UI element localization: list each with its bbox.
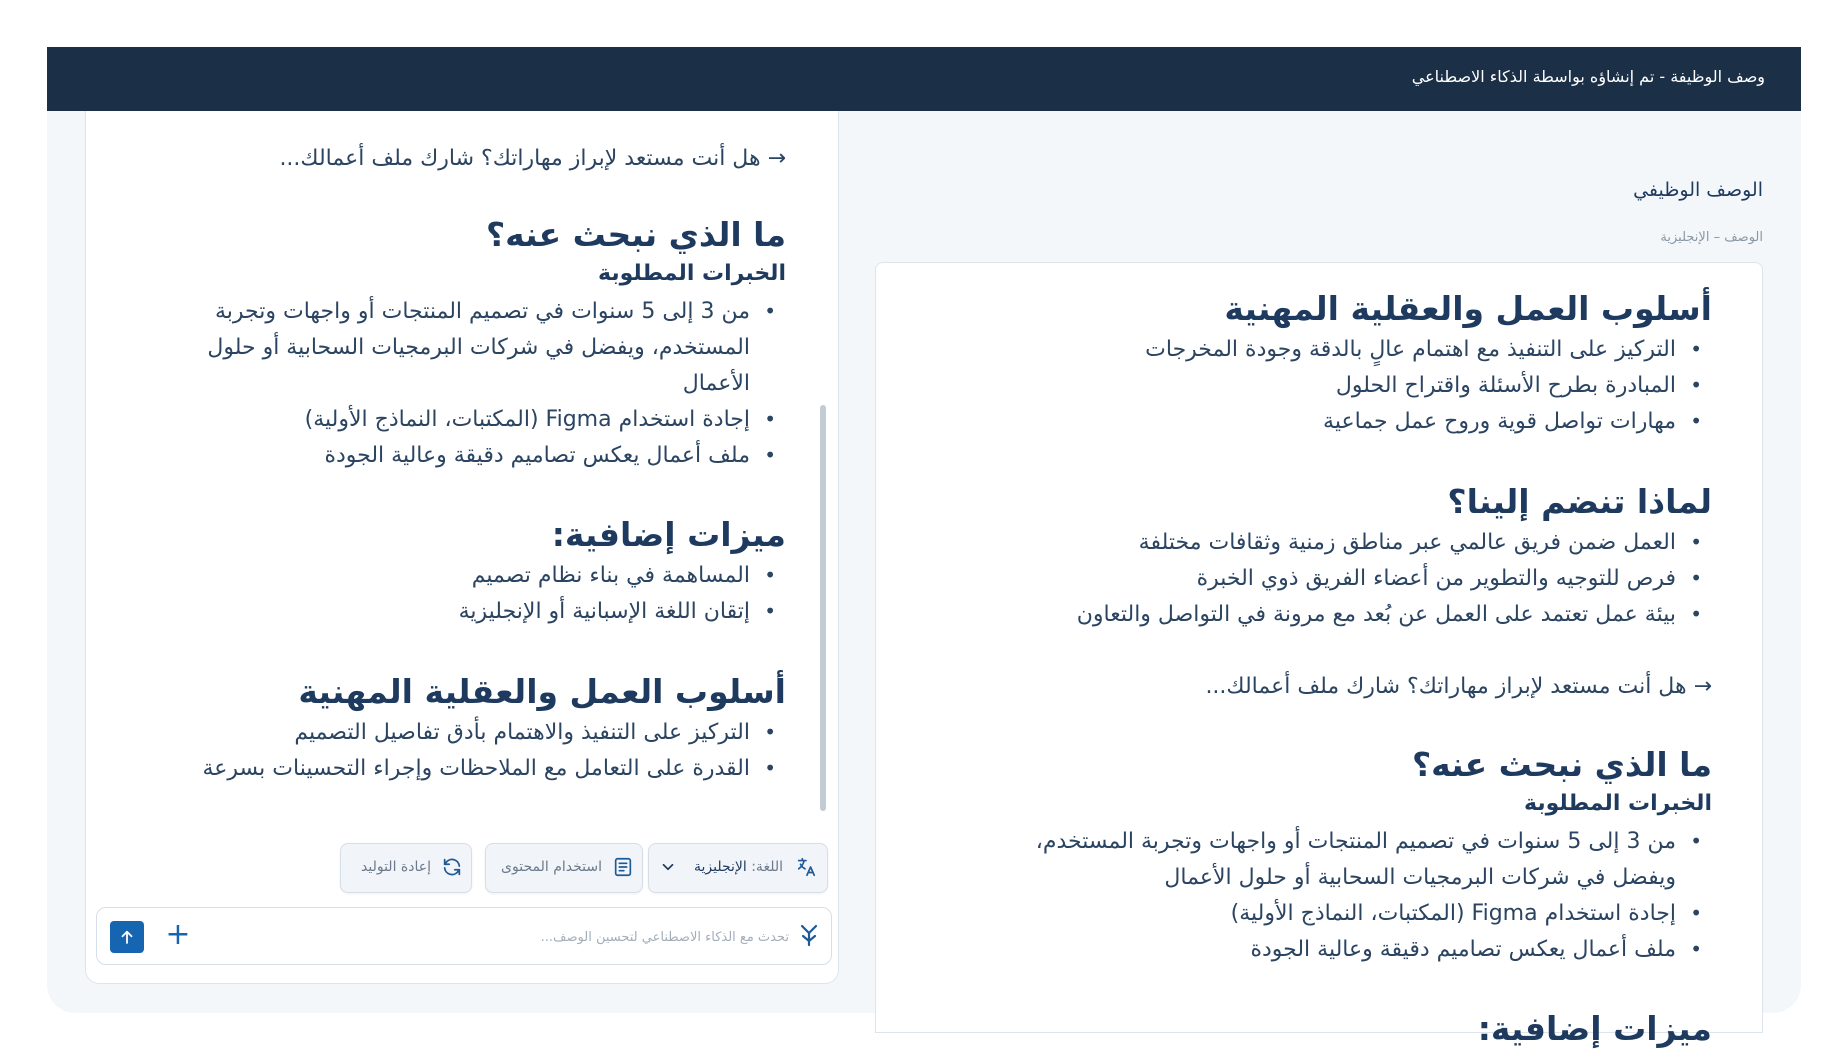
list-item: • المساهمة في بناء نظام تصميم	[471, 563, 776, 588]
generated-content-scroll[interactable]	[86, 111, 838, 815]
section-heading: أسلوب العمل والعقلية المهنية	[1224, 289, 1712, 328]
scrollbar-thumb[interactable]	[820, 405, 826, 811]
section-heading: ما الذي نبحث عنه؟	[1411, 745, 1712, 784]
use-content-label: استخدام المحتوى	[501, 859, 602, 875]
pane-title: الوصف الوظيفي	[1633, 179, 1763, 201]
pane-subtitle: الوصف – الإنجليزية	[1660, 230, 1763, 245]
chevron-down-icon	[659, 858, 677, 876]
description-document	[875, 262, 1763, 1048]
list-item: • من 3 إلى 5 سنوات في تصميم المنتجات أو واجهات وتجربة	[215, 299, 776, 324]
subsection-heading: الخبرات المطلوبة	[1524, 791, 1712, 816]
arrow-up-icon	[118, 931, 136, 950]
description-preview-pane	[875, 111, 1763, 1048]
call-to-action: → هل أنت مستعد لإبراز مهاراتك؟ شارك ملف أعمالك...	[1205, 674, 1712, 699]
list-item: • إتقان اللغة الإسبانية أو الإنجليزية	[458, 599, 776, 624]
window-title: وصف الوظيفة - تم إنشاؤه بواسطة الذكاء الاصطناعي	[1411, 67, 1765, 86]
language-value: الإنجليزية	[693, 859, 747, 875]
list-item: • مهارات تواصل قوية وروح عمل جماعية	[1323, 409, 1702, 434]
regenerate-label: إعادة التوليد	[361, 859, 431, 875]
refresh-icon	[441, 856, 463, 878]
list-item-continuation: الأعمال	[682, 371, 750, 396]
chat-input[interactable]	[307, 924, 791, 950]
title-bar	[47, 47, 1801, 111]
ai-editor-pane	[85, 111, 839, 984]
language-select[interactable]	[648, 843, 828, 893]
list-item: • إجادة استخدام Figma (المكتبات، النماذج الأولية)	[1230, 901, 1702, 926]
regenerate-button[interactable]	[340, 843, 472, 893]
translate-icon	[795, 856, 817, 878]
section-heading: لماذا تنضم إلينا؟	[1447, 482, 1712, 521]
subsection-heading: الخبرات المطلوبة	[598, 261, 786, 286]
list-item: • ملف أعمال يعكس تصاميم دقيقة وعالية الجودة	[1250, 937, 1702, 962]
section-heading: أسلوب العمل والعقلية المهنية	[298, 672, 786, 711]
use-content-button[interactable]	[485, 843, 643, 893]
section-heading: ميزات إضافية:	[551, 515, 786, 554]
list-item: • من 3 إلى 5 سنوات في تصميم المنتجات أو واجهات وتجربة المستخدم،	[1035, 829, 1702, 854]
list-item: • القدرة على التعامل مع الملاحظات وإجراء التحسينات بسرعة	[202, 756, 776, 781]
list-item: • فرص للتوجيه والتطوير من أعضاء الفريق ذوي الخبرة	[1196, 566, 1702, 591]
list-item: • التركيز على التنفيذ مع اهتمام عالٍ بالدقة وجودة المخرجات	[1145, 337, 1702, 362]
scrollbar[interactable]	[818, 111, 828, 815]
list-item: • بيئة عمل تعتمد على العمل عن بُعد مع مرونة في التواصل والتعاون	[1076, 602, 1702, 627]
list-item-continuation: ويفضل في شركات البرمجيات السحابية أو حلول الأعمال	[1164, 865, 1676, 890]
job-description-window	[47, 47, 1801, 1048]
list-item: • التركيز على التنفيذ والاهتمام بأدق تفاصيل التصميم	[294, 720, 776, 745]
section-heading: ما الذي نبحث عنه؟	[485, 215, 786, 254]
chat-input-bar	[96, 907, 832, 965]
ai-sparkle-icon	[797, 922, 821, 948]
section-heading: ميزات إضافية:	[1477, 1009, 1712, 1048]
list-item: • إجادة استخدام Figma (المكتبات، النماذج الأولية)	[304, 407, 776, 432]
language-label: اللغة:	[751, 859, 783, 875]
call-to-action: → هل أنت مستعد لإبراز مهاراتك؟ شارك ملف أعمالك...	[279, 146, 786, 171]
send-button[interactable]	[110, 921, 144, 953]
list-item: • المبادرة بطرح الأسئلة واقتراح الحلول	[1335, 373, 1702, 398]
list-item: • العمل ضمن فريق عالمي عبر مناطق زمنية وثقافات مختلفة	[1138, 530, 1702, 555]
list-item-continuation: المستخدم، ويفضل في شركات البرمجيات السحابية أو حلول	[207, 335, 750, 360]
list-item: • ملف أعمال يعكس تصاميم دقيقة وعالية الجودة	[324, 443, 776, 468]
plus-icon[interactable]: +	[165, 917, 191, 952]
document-icon	[612, 856, 634, 878]
